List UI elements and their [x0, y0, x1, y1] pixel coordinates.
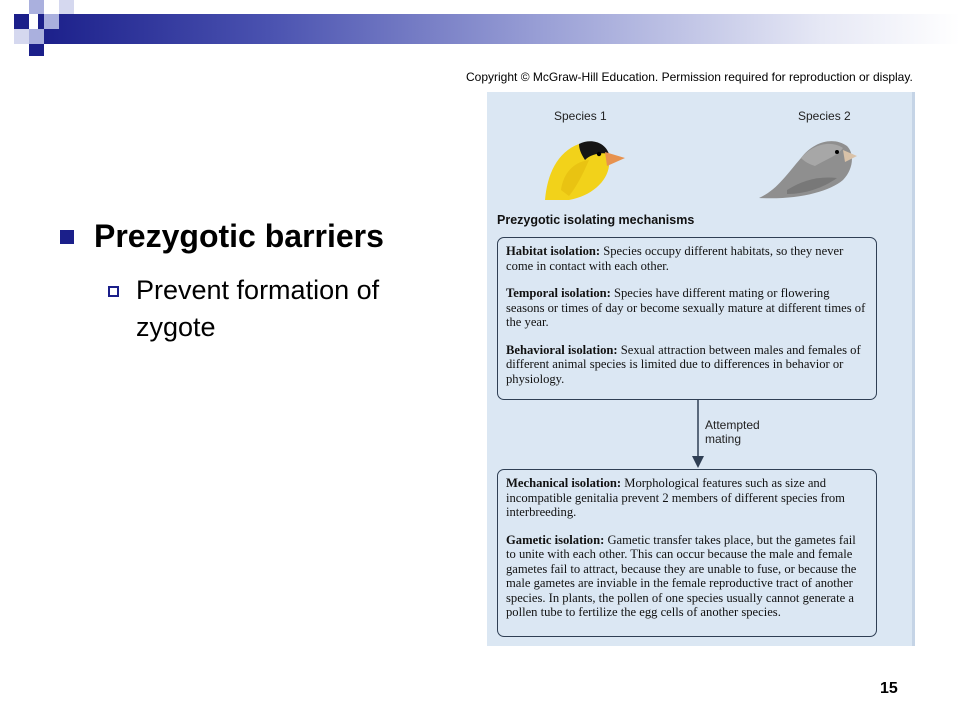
pre-mating-mechanisms-box	[497, 237, 877, 400]
bullet-main-text: Prezygotic barriers	[94, 218, 384, 254]
mechanisms-title: Prezygotic isolating mechanisms	[497, 213, 695, 227]
species-1-label: Species 1	[554, 109, 607, 123]
sub-bullet	[110, 272, 440, 346]
decoration-square	[29, 0, 44, 14]
bullet-prezygotic-barriers	[60, 218, 384, 255]
habitat-isolation: Habitat isolation: Species occupy different habitats, so they never come in contact with each other.	[506, 244, 844, 273]
temporal-isolation: Temporal isolation: Species have different mating or flowering seasons or times of day or become sexually mature at different times of the year.	[506, 286, 866, 329]
copyright-notice: Copyright © McGraw-Hill Education. Permission required for reproduction or display.	[466, 70, 913, 84]
decoration-square	[29, 44, 44, 56]
decoration-square	[59, 0, 74, 14]
post-attempt-mechanisms-box	[497, 469, 877, 637]
gametic-isolation: Gametic isolation: Gametic transfer takes place, but the gametes fail to unite with each other. This can occur because the male and female gametes fail to attract, because they are unable to fuse, or because the male gametes are inviable in the female reproductive tract of another species. In plants, the pollen of one species usually cannot generate a pollen tube to fertilize the egg cells of another species.	[506, 532, 857, 619]
sub-bullet-text: Prevent formation of zygote	[136, 275, 380, 342]
isolating-mechanisms-figure	[487, 92, 915, 646]
decoration-square	[14, 14, 29, 29]
behavioral-isolation: Behavioral isolation: Sexual attraction between males and females of different animal species is limited due to differences in behavior or physiology.	[506, 342, 861, 386]
yellow-bird-icon	[539, 130, 629, 202]
square-bullet-icon	[60, 230, 74, 244]
attempted-mating-label: Attempted mating	[705, 418, 760, 446]
page-number: 15	[880, 680, 898, 697]
decoration-square	[14, 29, 29, 44]
species-2-label: Species 2	[798, 109, 851, 123]
mechanical-isolation: Mechanical isolation: Morphological features such as size and incompatible genitalia prevent 2 members of different species from interbreeding.	[506, 476, 845, 519]
decoration-square	[44, 14, 59, 29]
decoration-square	[29, 29, 44, 44]
hollow-square-bullet-icon	[108, 286, 119, 297]
title-decoration-bar	[38, 14, 960, 44]
gray-bird-icon	[757, 130, 867, 202]
down-arrow-icon	[690, 400, 706, 470]
